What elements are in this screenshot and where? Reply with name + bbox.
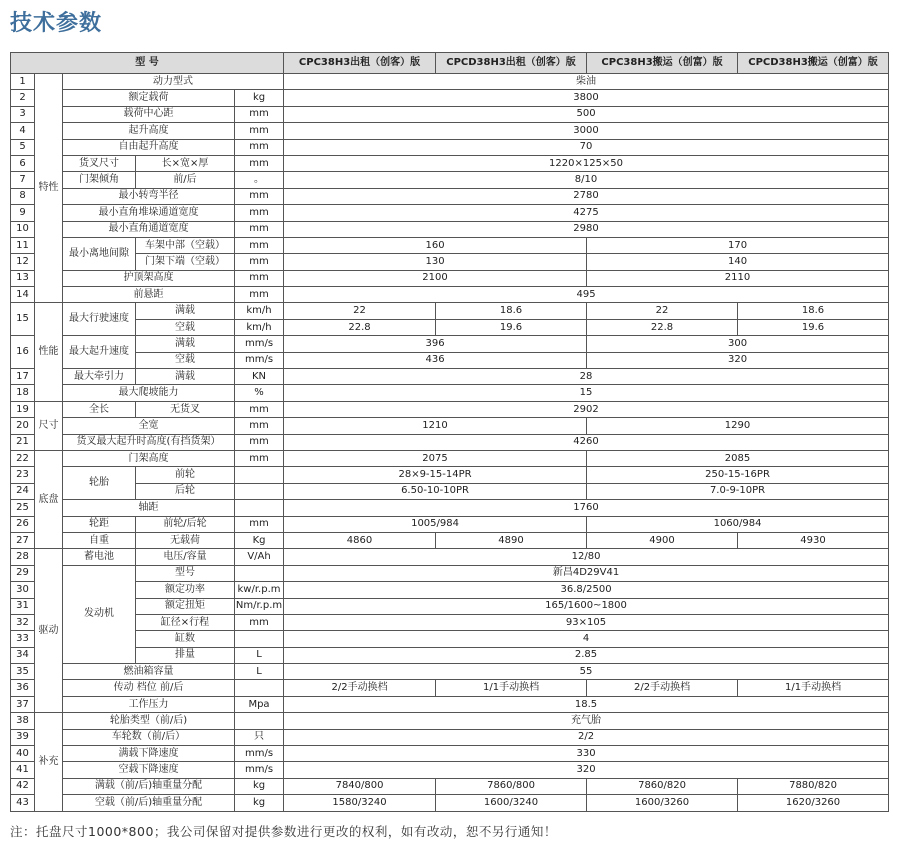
value-cell: 1210: [284, 418, 587, 434]
row-number: 29: [11, 565, 35, 581]
value-cell: 4260: [284, 434, 889, 450]
param-label: 轮距: [63, 516, 136, 532]
table-header-row: [11, 53, 889, 74]
value-cell: 330: [284, 746, 889, 762]
value-cell: 22: [284, 303, 436, 319]
param-sub: 门架下端（空载）: [136, 254, 235, 270]
param-sub: 无货叉: [136, 401, 235, 417]
value-cell: 300: [587, 336, 889, 352]
table-row: [11, 598, 889, 614]
value-cell: 130: [284, 254, 587, 270]
unit-cell: kg: [235, 795, 284, 811]
row-number: 23: [11, 467, 35, 483]
table-row: [11, 664, 889, 680]
value-cell: 2.85: [284, 647, 889, 663]
row-number: 41: [11, 762, 35, 778]
param-label: 门架倾角: [63, 172, 136, 188]
value-cell: 2/2手动换档: [587, 680, 738, 696]
param-label: 货叉最大起升时高度(有挡货架）: [63, 434, 235, 450]
value-cell: 1060/984: [587, 516, 889, 532]
row-number: 33: [11, 631, 35, 647]
value-cell: 15: [284, 385, 889, 401]
row-number: 24: [11, 483, 35, 499]
param-label: 轴距: [63, 500, 235, 516]
unit-cell: km/h: [235, 303, 284, 319]
value-cell: 4275: [284, 205, 889, 221]
param-label: 全宽: [63, 418, 235, 434]
unit-cell: mm: [235, 516, 284, 532]
value-cell: 3000: [284, 123, 889, 139]
table-row: [11, 778, 889, 794]
unit-cell: [235, 680, 284, 696]
row-number: 19: [11, 401, 35, 417]
value-cell: 4900: [587, 532, 738, 548]
row-number: 35: [11, 664, 35, 680]
value-cell: 7860/820: [587, 778, 738, 794]
group-label: 驱动: [35, 549, 63, 713]
value-cell: 2100: [284, 270, 587, 286]
row-number: 2: [11, 90, 35, 106]
value-cell: 1290: [587, 418, 889, 434]
value-cell: 1005/984: [284, 516, 587, 532]
unit-cell: mm: [235, 139, 284, 155]
row-number: 36: [11, 680, 35, 696]
param-sub: 空载: [136, 319, 235, 335]
row-number: 18: [11, 385, 35, 401]
unit-cell: mm: [235, 270, 284, 286]
value-cell: 2110: [587, 270, 889, 286]
value-cell: 93×105: [284, 614, 889, 630]
value-cell: 28: [284, 369, 889, 385]
row-number: 20: [11, 418, 35, 434]
table-row: [11, 762, 889, 778]
unit-cell: mm: [235, 237, 284, 253]
unit-cell: L: [235, 664, 284, 680]
value-cell: 7.0-9-10PR: [587, 483, 889, 499]
header-model: CPC38H3出租（创客）版: [284, 53, 436, 74]
unit-cell: [235, 631, 284, 647]
row-number: 3: [11, 106, 35, 122]
unit-cell: mm: [235, 254, 284, 270]
param-label: 载荷中心距: [63, 106, 235, 122]
param-sub: 缸径×行程: [136, 614, 235, 630]
row-number: 30: [11, 582, 35, 598]
param-label: 货叉尺寸: [63, 155, 136, 171]
row-number: 28: [11, 549, 35, 565]
header-model: CPCD38H3搬运（创富）版: [738, 53, 889, 74]
row-number: 8: [11, 188, 35, 204]
param-sub: 额定功率: [136, 582, 235, 598]
value-cell: 320: [587, 352, 889, 368]
table-row: [11, 221, 889, 237]
param-label: 最大起升速度: [63, 336, 136, 369]
param-label: 轮胎类型（前/后): [63, 713, 235, 729]
row-number: 37: [11, 696, 35, 712]
value-cell: 70: [284, 139, 889, 155]
table-row: [11, 287, 889, 303]
group-label: 性能: [35, 303, 63, 401]
row-number: 27: [11, 532, 35, 548]
param-label: 蓄电池: [63, 549, 136, 565]
value-cell: 1760: [284, 500, 889, 516]
param-label: 传动 档位 前/后: [63, 680, 235, 696]
param-label: 燃油箱容量: [63, 664, 235, 680]
unit-cell: mm/s: [235, 352, 284, 368]
value-cell: 140: [587, 254, 889, 270]
row-number: 43: [11, 795, 35, 811]
table-row: [11, 565, 889, 581]
param-label: 自重: [63, 532, 136, 548]
param-sub: 长×宽×厚: [136, 155, 235, 171]
unit-cell: mm: [235, 287, 284, 303]
unit-cell: mm/s: [235, 746, 284, 762]
header-model: CPCD38H3出租（创客）版: [436, 53, 587, 74]
row-number: 12: [11, 254, 35, 270]
unit-cell: Kg: [235, 532, 284, 548]
param-label: 门架高度: [63, 450, 235, 466]
param-label: 最大牵引力: [63, 369, 136, 385]
value-cell: 7880/820: [738, 778, 889, 794]
value-cell: 500: [284, 106, 889, 122]
table-row: [11, 369, 889, 385]
value-cell: 1600/3260: [587, 795, 738, 811]
param-label: 最小直角通道宽度: [63, 221, 235, 237]
table-row: [11, 205, 889, 221]
value-cell: 170: [587, 237, 889, 253]
value-cell: 22.8: [587, 319, 738, 335]
row-number: 15: [11, 303, 35, 336]
table-row: [11, 270, 889, 286]
value-cell: 4890: [436, 532, 587, 548]
row-number: 11: [11, 237, 35, 253]
table-row: [11, 631, 889, 647]
table-row: [11, 450, 889, 466]
footnote: 注：托盘尺寸1000*800；我公司保留对提供参数进行更改的权利，如有改动，恕不另行通知！: [10, 824, 557, 839]
unit-cell: [235, 467, 284, 483]
param-sub: 空载: [136, 352, 235, 368]
value-cell: 320: [284, 762, 889, 778]
unit-cell: mm: [235, 401, 284, 417]
table-row: [11, 139, 889, 155]
value-cell: 2902: [284, 401, 889, 417]
table-row: [11, 418, 889, 434]
unit-cell: 。: [235, 172, 284, 188]
value-cell: 18.6: [436, 303, 587, 319]
table-row: [11, 647, 889, 663]
value-cell: 1/1手动换档: [436, 680, 587, 696]
value-cell: 1580/3240: [284, 795, 436, 811]
table-row: [11, 795, 889, 811]
param-sub: 前/后: [136, 172, 235, 188]
value-cell: 8/10: [284, 172, 889, 188]
row-number: 14: [11, 287, 35, 303]
header-model: CPC38H3搬运（创富）版: [587, 53, 738, 74]
param-sub: 满载: [136, 303, 235, 319]
unit-cell: V/Ah: [235, 549, 284, 565]
table-row: [11, 106, 889, 122]
value-cell: 2/2手动换档: [284, 680, 436, 696]
table-row: [11, 467, 889, 483]
unit-cell: kg: [235, 778, 284, 794]
value-cell: 1620/3260: [738, 795, 889, 811]
param-sub: 满载: [136, 336, 235, 352]
value-cell: 2/2: [284, 729, 889, 745]
page-title: 技术参数: [10, 11, 103, 36]
table-row: [11, 401, 889, 417]
row-number: 34: [11, 647, 35, 663]
header-model-label: 型 号: [11, 53, 284, 74]
row-number: 32: [11, 614, 35, 630]
table-row: [11, 434, 889, 450]
param-label: 前悬距: [63, 287, 235, 303]
param-label: 护顶架高度: [63, 270, 235, 286]
value-cell: 4860: [284, 532, 436, 548]
unit-cell: mm/s: [235, 762, 284, 778]
value-cell: 2980: [284, 221, 889, 237]
unit-cell: kw/r.p.m: [235, 582, 284, 598]
unit-cell: [235, 500, 284, 516]
param-label: 满载下降速度: [63, 746, 235, 762]
group-label: 特性: [35, 74, 63, 303]
value-cell: 1220×125×50: [284, 155, 889, 171]
value-cell: 250-15-16PR: [587, 467, 889, 483]
unit-cell: mm: [235, 418, 284, 434]
table-row: [11, 385, 889, 401]
unit-cell: [235, 713, 284, 729]
unit-cell: [235, 565, 284, 581]
param-label: 全长: [63, 401, 136, 417]
table-row: [11, 532, 889, 548]
value-cell: 19.6: [738, 319, 889, 335]
param-sub: 缸数: [136, 631, 235, 647]
param-label: 最大行驶速度: [63, 303, 136, 336]
value-cell: 22: [587, 303, 738, 319]
param-label: 空载下降速度: [63, 762, 235, 778]
row-number: 16: [11, 336, 35, 369]
param-sub: 满载: [136, 369, 235, 385]
table-row: [11, 483, 889, 499]
row-number: 4: [11, 123, 35, 139]
value-cell: 19.6: [436, 319, 587, 335]
param-label: 最小转弯半径: [63, 188, 235, 204]
unit-cell: Mpa: [235, 696, 284, 712]
param-label: 自由起升高度: [63, 139, 235, 155]
table-row: [11, 237, 889, 253]
value-cell: 22.8: [284, 319, 436, 335]
unit-cell: KN: [235, 369, 284, 385]
unit-cell: mm: [235, 123, 284, 139]
table-row: [11, 303, 889, 319]
group-label: 尺寸: [35, 401, 63, 450]
value-cell: 4930: [738, 532, 889, 548]
unit-cell: mm: [235, 434, 284, 450]
value-cell: 160: [284, 237, 587, 253]
unit-cell: mm: [235, 221, 284, 237]
value-cell: 18.5: [284, 696, 889, 712]
param-sub: 排量: [136, 647, 235, 663]
param-label: 发动机: [63, 565, 136, 663]
table-row: [11, 713, 889, 729]
unit-cell: mm/s: [235, 336, 284, 352]
table-row: [11, 729, 889, 745]
value-cell: 2780: [284, 188, 889, 204]
param-sub: 型号: [136, 565, 235, 581]
unit-cell: 只: [235, 729, 284, 745]
value-cell: 2085: [587, 450, 889, 466]
param-label: 满载（前/后)轴重量分配: [63, 778, 235, 794]
unit-cell: mm: [235, 188, 284, 204]
value-cell: 495: [284, 287, 889, 303]
value-cell: 436: [284, 352, 587, 368]
unit-cell: L: [235, 647, 284, 663]
param-label: 车轮数（前/后）: [63, 729, 235, 745]
row-number: 1: [11, 74, 35, 90]
row-number: 22: [11, 450, 35, 466]
param-sub: 前轮: [136, 467, 235, 483]
table-row: [11, 746, 889, 762]
row-number: 26: [11, 516, 35, 532]
value-cell: 1/1手动换档: [738, 680, 889, 696]
row-number: 21: [11, 434, 35, 450]
row-number: 9: [11, 205, 35, 221]
table-row: [11, 319, 889, 335]
value-cell: 6.50-10-10PR: [284, 483, 587, 499]
param-sub: 后轮: [136, 483, 235, 499]
value-cell: 7860/800: [436, 778, 587, 794]
row-number: 10: [11, 221, 35, 237]
param-sub: 额定扭矩: [136, 598, 235, 614]
value-cell: 2075: [284, 450, 587, 466]
unit-cell: mm: [235, 614, 284, 630]
param-sub: 前轮/后轮: [136, 516, 235, 532]
table-row: [11, 336, 889, 352]
table-row: [11, 680, 889, 696]
row-number: 25: [11, 500, 35, 516]
param-label: 起升高度: [63, 123, 235, 139]
row-number: 13: [11, 270, 35, 286]
param-sub: 无载荷: [136, 532, 235, 548]
table-row: [11, 74, 889, 90]
table-row: [11, 123, 889, 139]
unit-cell: %: [235, 385, 284, 401]
value-cell: 充气胎: [284, 713, 889, 729]
value-cell: 柴油: [284, 74, 889, 90]
value-cell: 4: [284, 631, 889, 647]
group-label: 补充: [35, 713, 63, 811]
value-cell: 36.8/2500: [284, 582, 889, 598]
table-row: [11, 582, 889, 598]
row-number: 38: [11, 713, 35, 729]
param-label: 空载（前/后)轴重量分配: [63, 795, 235, 811]
value-cell: 12/80: [284, 549, 889, 565]
table-row: [11, 90, 889, 106]
unit-cell: mm: [235, 106, 284, 122]
spec-table: [10, 52, 889, 812]
table-row: [11, 254, 889, 270]
table-row: [11, 172, 889, 188]
unit-cell: Nm/r.p.m: [235, 598, 284, 614]
group-label: 底盘: [35, 450, 63, 548]
param-label: 最大爬坡能力: [63, 385, 235, 401]
value-cell: 165/1600~1800: [284, 598, 889, 614]
value-cell: 396: [284, 336, 587, 352]
param-label: 最小直角堆垛通道宽度: [63, 205, 235, 221]
row-number: 17: [11, 369, 35, 385]
param-label: 轮胎: [63, 467, 136, 500]
param-label: 工作压力: [63, 696, 235, 712]
value-cell: 新昌4D29V41: [284, 565, 889, 581]
param-sub: 电压/容量: [136, 549, 235, 565]
param-label: 最小离地间隙: [63, 237, 136, 270]
unit-cell: [235, 483, 284, 499]
table-row: [11, 352, 889, 368]
param-label: 额定载荷: [63, 90, 235, 106]
value-cell: 7840/800: [284, 778, 436, 794]
unit-cell: mm: [235, 155, 284, 171]
param-label: 动力型式: [63, 74, 284, 90]
unit-cell: mm: [235, 450, 284, 466]
unit-cell: mm: [235, 205, 284, 221]
row-number: 5: [11, 139, 35, 155]
table-row: [11, 155, 889, 171]
param-sub: 车架中部（空载）: [136, 237, 235, 253]
row-number: 7: [11, 172, 35, 188]
row-number: 6: [11, 155, 35, 171]
value-cell: 3800: [284, 90, 889, 106]
row-number: 40: [11, 746, 35, 762]
unit-cell: km/h: [235, 319, 284, 335]
value-cell: 28×9-15-14PR: [284, 467, 587, 483]
value-cell: 55: [284, 664, 889, 680]
table-row: [11, 516, 889, 532]
unit-cell: kg: [235, 90, 284, 106]
value-cell: 1600/3240: [436, 795, 587, 811]
row-number: 39: [11, 729, 35, 745]
value-cell: 18.6: [738, 303, 889, 319]
table-row: [11, 500, 889, 516]
table-row: [11, 549, 889, 565]
row-number: 31: [11, 598, 35, 614]
row-number: 42: [11, 778, 35, 794]
table-row: [11, 614, 889, 630]
table-row: [11, 188, 889, 204]
table-row: [11, 696, 889, 712]
